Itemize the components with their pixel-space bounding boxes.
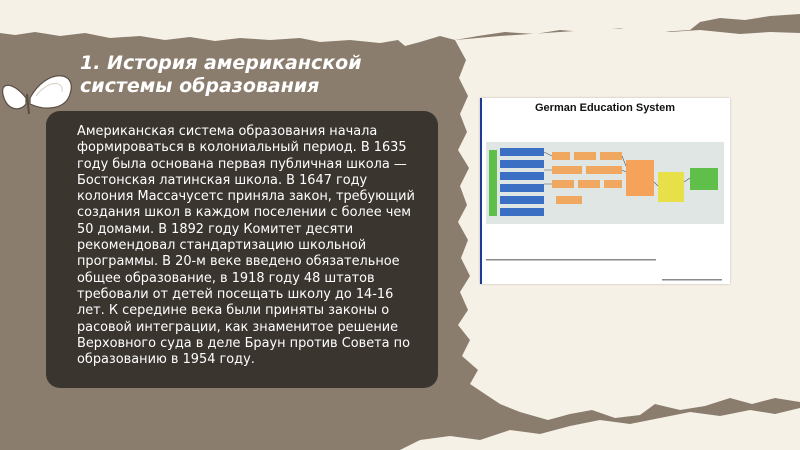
diagram-box [500, 184, 544, 192]
figure-source-note [486, 258, 722, 263]
diagram-green-column [489, 150, 497, 216]
diagram-box [600, 152, 622, 160]
butterfly-right-wing [30, 76, 71, 108]
diagram-box [500, 160, 544, 168]
diagram-box [556, 196, 582, 204]
diagram-box [500, 172, 544, 180]
diagram-box [552, 166, 582, 174]
slide-title: 1. История американской системы образования [80, 52, 362, 97]
diagram-box [552, 180, 574, 188]
text-box [46, 111, 438, 388]
body-text: Американская система образования начала формироваться в колониальный период. В 1635 году была основана первая публичная школа — Бостонская латинская школа. В 1647 году колония Массачусетс приняла закон, требующий создания школ в каждом поселении с более чем 50 домами. В 1892 году Комитет десяти рекомендовал стандартизацию школьной программы. В 20-м веке введено обязательное общее образование, в 1918 году 48 штатов требовали от детей посещать школу до 14-16 лет. К середине века были приняты законы о расовой интеграции, как знаменитое решение Верховного суда в деле Браун против Совета по образованию в 1954 году. [77, 124, 415, 368]
diagram-box [586, 166, 622, 174]
diagram-box [658, 172, 684, 202]
figure-accent-bar [480, 98, 482, 284]
diagram-box [552, 152, 570, 160]
diagram-box [578, 180, 600, 188]
education-diagram [486, 142, 724, 224]
diagram-box [500, 208, 544, 216]
butterfly-left-wing [3, 85, 26, 109]
butterfly-body [27, 94, 29, 114]
diagram-box [690, 168, 718, 190]
figure-footer-note [662, 278, 722, 283]
bottom-torn-paper [400, 408, 800, 450]
diagram-box [574, 152, 596, 160]
figure-title: German Education System [535, 102, 675, 114]
diagram-box [604, 180, 622, 188]
diagram-box [500, 196, 544, 204]
diagram-box [500, 148, 544, 156]
education-system-figure [480, 98, 730, 284]
diagram-box [626, 160, 654, 196]
